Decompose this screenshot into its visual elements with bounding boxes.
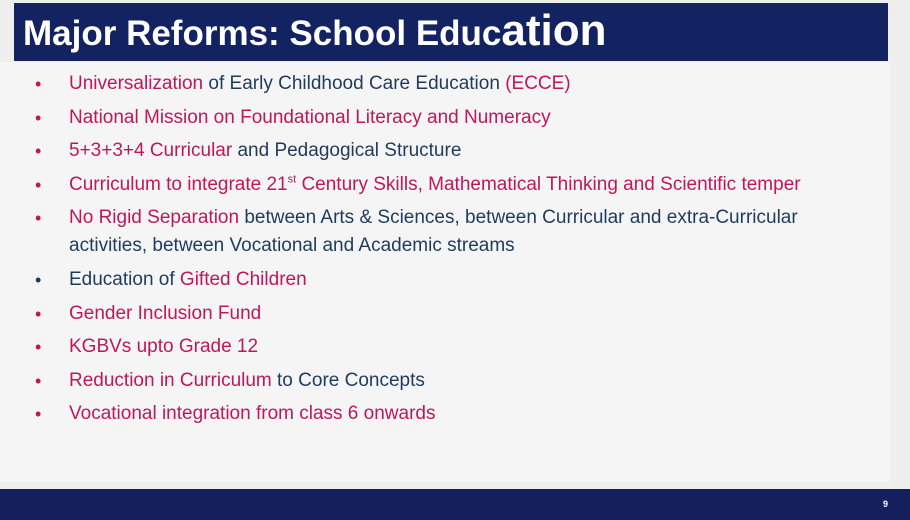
list-item: [33, 400, 878, 428]
list-item: [33, 300, 878, 328]
bullet-text-highlight: (ECCE): [505, 73, 571, 94]
bullet-text-highlight: KGBVs upto Grade 12: [69, 336, 259, 358]
list-item: [33, 137, 878, 165]
list-item: [33, 367, 878, 395]
bullet-icon: •: [35, 107, 42, 128]
footer-bar: [0, 489, 910, 520]
bullet-text-highlight: Curriculum to integrate 21: [69, 173, 288, 195]
bullet-text-highlight: Universalization: [69, 73, 204, 94]
bullet-icon: •: [35, 337, 42, 358]
list-item: [33, 333, 878, 361]
bullet-icon: •: [35, 303, 42, 324]
list-item: [33, 266, 878, 294]
bullet-text: and Pedagogical Structure: [232, 140, 462, 162]
title-bar: [14, 3, 888, 61]
list-item: [33, 70, 878, 98]
bullet-list: [33, 70, 878, 434]
superscript: st: [287, 173, 297, 186]
bullet-text-highlight: National Mission on Foundational Literacy and Numeracy: [69, 106, 551, 128]
slide-title-tail: ation: [501, 6, 607, 55]
bullet-text: to Core Concepts: [271, 369, 425, 391]
bullet-text-highlight: No Rigid Separation: [69, 207, 240, 229]
bullet-icon: •: [35, 208, 42, 229]
bullet-icon: •: [35, 74, 42, 94]
list-item: [33, 171, 878, 199]
list-item: [33, 204, 878, 260]
bullet-icon: •: [35, 174, 42, 195]
bullet-text-highlight: Gender Inclusion Fund: [69, 302, 262, 324]
bullet-text: between Arts & Sciences, between Curricular and extra-Curricular activities, between Vocational and Academic streams: [69, 207, 798, 257]
bullet-icon: •: [35, 370, 42, 391]
slide-title-main: Major Reforms: School Educ: [23, 14, 502, 53]
bullet-icon: •: [35, 404, 42, 425]
bullet-text-highlight: Gifted Children: [179, 268, 307, 290]
bullet-text: of Early Childhood Care Education: [203, 73, 506, 94]
slide-title: [23, 6, 607, 55]
bullet-text: Education of: [69, 268, 180, 290]
bullet-icon: •: [35, 141, 42, 162]
bullet-text-highlight: Reduction in Curriculum: [69, 369, 272, 391]
list-item: [33, 104, 878, 132]
bullet-icon: •: [35, 269, 42, 290]
page-number: 9: [882, 499, 888, 509]
bullet-text-highlight: Vocational integration from class 6 onwards: [69, 403, 436, 425]
bullet-text-highlight: Century Skills, Mathematical Thinking and Scientific temper: [296, 173, 801, 195]
bullet-text-highlight: 5+3+3+4 Curricular: [69, 140, 233, 162]
content-area: [0, 62, 890, 482]
